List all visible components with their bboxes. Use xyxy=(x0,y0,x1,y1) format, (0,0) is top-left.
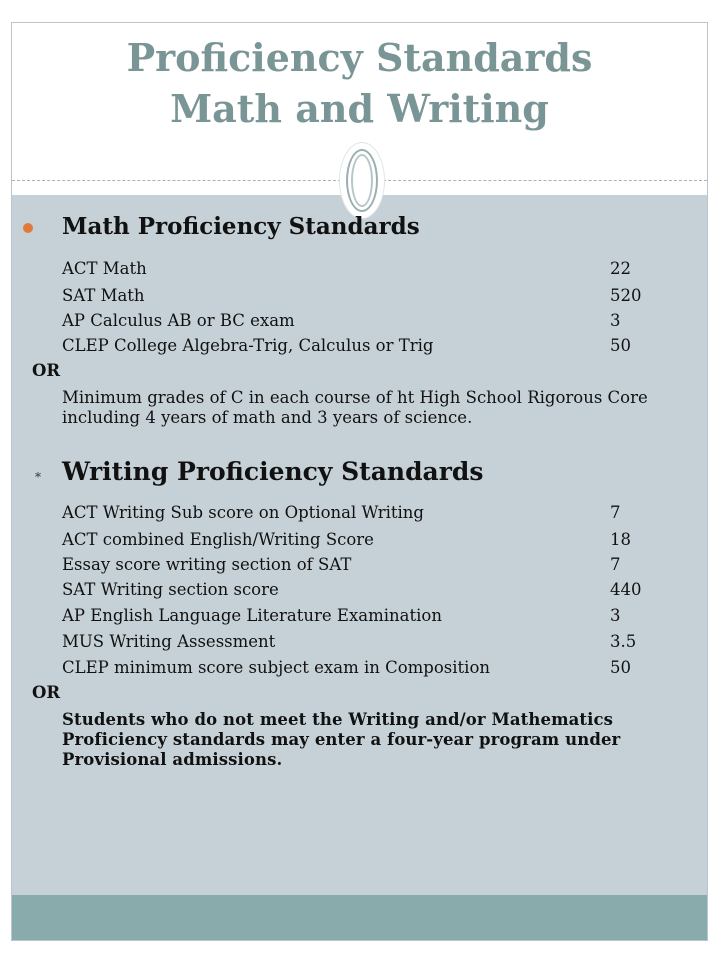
slide-title xyxy=(12,23,707,134)
writing-row-label: Essay score writing section of SAT xyxy=(62,555,352,574)
writing-row-value: 7 xyxy=(610,503,621,522)
math-or: OR xyxy=(32,361,61,380)
writing-row-value: 3 xyxy=(610,606,621,625)
math-row-value: 520 xyxy=(610,286,642,305)
writing-row-value: 3.5 xyxy=(610,632,637,651)
math-row-label: ACT Math xyxy=(62,259,147,278)
writing-row-value: 7 xyxy=(610,555,621,574)
writing-row-label: AP English Language Literature Examination xyxy=(62,606,442,625)
math-row-label: SAT Math xyxy=(62,286,145,305)
writing-row-label: SAT Writing section score xyxy=(62,580,279,599)
decorative-ring-icon xyxy=(340,143,384,218)
math-row-value: 3 xyxy=(610,311,621,330)
title-line-2: Math and Writing xyxy=(170,86,549,131)
ring-outer-stroke xyxy=(346,149,378,212)
writing-heading: Writing Proficiency Standards xyxy=(62,457,484,486)
writing-row-value: 18 xyxy=(610,530,631,549)
asterisk-marker: * xyxy=(35,470,41,484)
math-row-value: 22 xyxy=(610,259,631,278)
footer-bar xyxy=(12,895,707,940)
writing-row-value: 440 xyxy=(610,580,642,599)
math-row-label: AP Calculus AB or BC exam xyxy=(62,311,295,330)
writing-or: OR xyxy=(32,683,61,702)
writing-row-value: 50 xyxy=(610,658,631,677)
math-row-label: CLEP College Algebra-Trig, Calculus or Trig xyxy=(62,336,434,355)
writing-note: Students who do not meet the Writing and/or Mathematics Proficiency standards may enter a four-year program under Provisional admissions. xyxy=(62,710,621,769)
writing-row-label: CLEP minimum score subject exam in Composition xyxy=(62,658,491,677)
writing-row-label: ACT combined English/Writing Score xyxy=(62,530,374,549)
math-note: Minimum grades of C in each course of ht High School Rigorous Core including 4 years of math and 3 years of science. xyxy=(62,388,648,427)
ring-inner-stroke xyxy=(351,154,373,207)
math-heading: Math Proficiency Standards xyxy=(62,213,420,240)
bullet-dot-icon xyxy=(23,223,33,233)
title-line-1: Proficiency Standards xyxy=(126,35,593,80)
writing-row-label: ACT Writing Sub score on Optional Writing xyxy=(62,503,424,522)
writing-row-label: MUS Writing Assessment xyxy=(62,632,276,651)
math-row-value: 50 xyxy=(610,336,631,355)
